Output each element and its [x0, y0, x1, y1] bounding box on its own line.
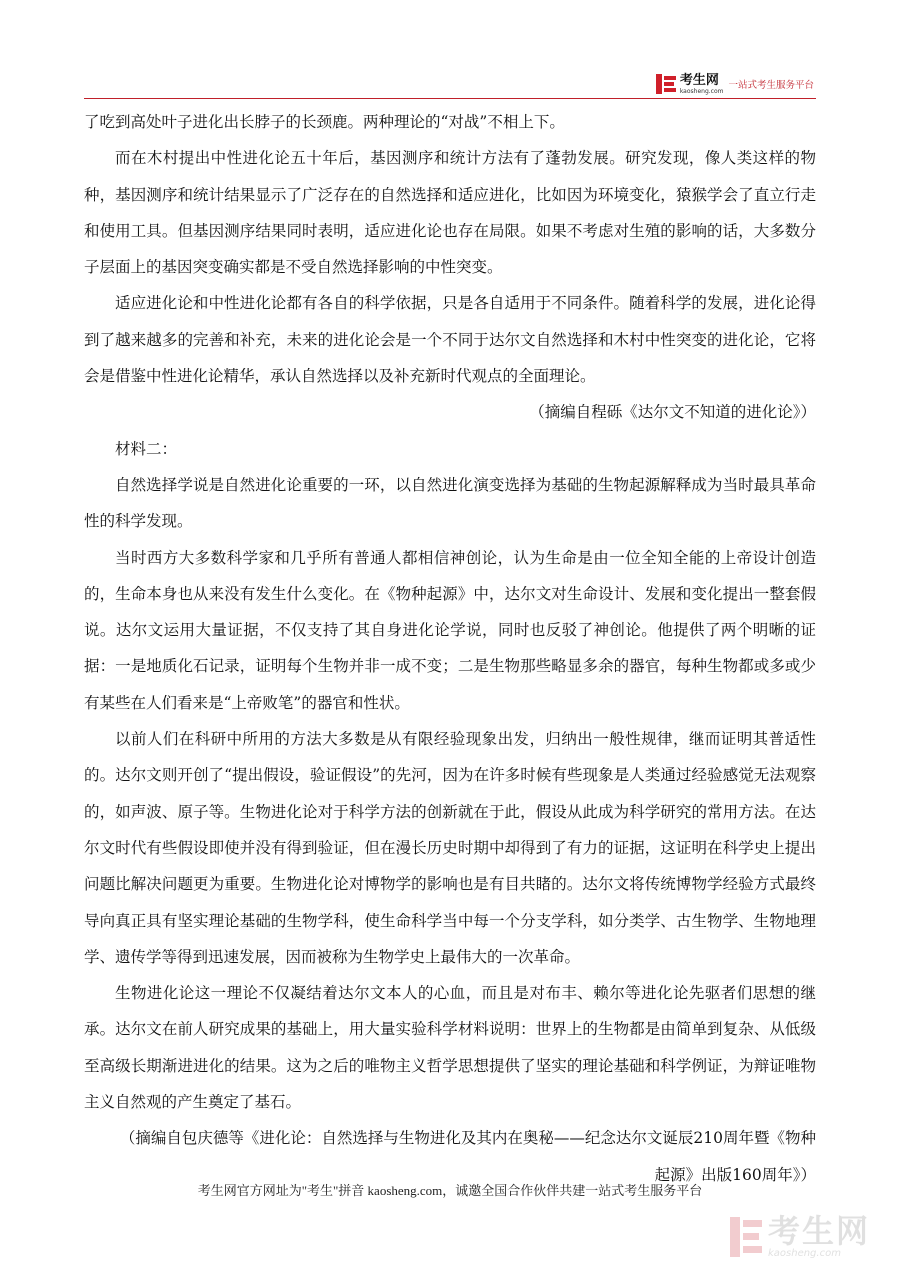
logo-text: [680, 74, 724, 95]
section-heading: 材料二：: [115, 439, 178, 458]
paragraph: 而在木村提出中性进化论五十年后，基因测序和统计方法有了蓬勃发展。研究发现，像人类这样的物种，基因测序和统计结果显示了广泛存在的自然选择和适应进化，比如因为环境变化，猿猴学会了直立行走和使用工具。但基因测序结果同时表明，适应进化论也存在局限。如果不考虑对生殖的影响的话，大多数分子层面上的基因突变确实都是不受自然选择影响的中性突变。: [84, 149, 816, 277]
logo-name: 考生网: [679, 72, 719, 88]
watermark: [730, 1212, 870, 1259]
source-citation: （摘编自程砾《达尔文不知道的进化论》）: [529, 403, 816, 422]
watermark-text: [767, 1212, 870, 1259]
paragraph: 适应进化论和中性进化论都有各自的科学依据，只是各自适用于不同条件。随着科学的发展，进化论得到了越来越多的完善和补充，未来的进化论会是一个不同于达尔文自然选择和木村中性突变的进化论，它将会是借鉴中性进化论精华，承认自然选择以及补充新时代观点的全面理论。: [84, 294, 816, 386]
paragraph-continuation: 了吃到高处叶子进化出长脖子的长颈鹿。两种理论的“对战”不相上下。: [84, 113, 565, 131]
page-footer: 考生网官方网址为"考生"拼音 kaosheng.com，诚邀全国合作伙伴共建一站式考生服务平台: [197, 1183, 703, 1198]
header-divider: [84, 98, 816, 99]
paragraph: 以前人们在科研中所用的方法大多数是从有限经验现象出发，归纳出一般性规律，继而证明其普适性的。达尔文则开创了“提出假设，验证假设”的先河，因为在许多时候有些现象是人类通过经验感觉无法观察的，如声波、原子等。生物进化论对于科学方法的创新就在于此，假设从此成为科学研究的常用方法。在达尔文时代有些假设即使并没有得到验证，但在漫长历史时期中却得到了有力的证据，这证明在科学史上提出问题比解决问题更为重要。生物进化论对博物学的影响也是有目共睹的。达尔文将传统博物学经验方式最终导向真正具有坚实理论基础的生物学科，使生命科学当中每一个分支学科，如分类学、古生物学、生物地理学、遗传学等得到迅速发展，因而被称为生物学史上最伟大的一次革命。: [84, 730, 816, 966]
watermark-name: 考生网: [767, 1212, 870, 1250]
paragraph: 生物进化论这一理论不仅凝结着达尔文本人的心血，而且是对布丰、赖尔等进化论先驱者们思想的继承。达尔文在前人研究成果的基础上，用大量实验科学材料说明：世界上的生物都是由简单到复杂、从低级至高级长期渐进进化的结果。这为之后的唯物主义哲学思想提供了坚实的理论基础和科学例证，为辩证唯物主义自然观的产生奠定了基石。: [84, 984, 816, 1112]
page-header: [656, 72, 814, 96]
header-slogan: 一站式考生服务平台: [728, 80, 814, 91]
logo-domain: kaosheng.com: [679, 87, 724, 95]
paragraph: 当时西方大多数科学家和几乎所有普通人都相信神创论，认为生命是由一位全知全能的上帝设计创造的，生命本身也从来没有发生什么变化。在《物种起源》中，达尔文对生命设计、发展和变化提出一整套假说。达尔文运用大量证据，不仅支持了其自身进化论学说，同时也反驳了神创论。他提供了两个明晰的证据：一是地质化石记录，证明每个生物并非一成不变；二是生物那些略显多余的器官，每种生物都或多或少有某些在人们看来是“上帝败笔”的器官和性状。: [84, 548, 816, 712]
source-citation: （摘编自包庆德等《进化论：自然选择与生物进化及其内在奥秘——纪念达尔文诞辰210周年暨《物种起源》出版160周年》）: [119, 1129, 816, 1184]
watermark-logo-icon: [730, 1217, 762, 1257]
document-body: [84, 104, 816, 1193]
kaosheng-logo-icon: [656, 74, 676, 94]
watermark-domain: kaosheng.com: [767, 1248, 841, 1259]
paragraph: 自然选择学说是自然进化论重要的一环，以自然进化演变选择为基础的生物起源解释成为当时最具革命性的科学发现。: [84, 475, 816, 531]
